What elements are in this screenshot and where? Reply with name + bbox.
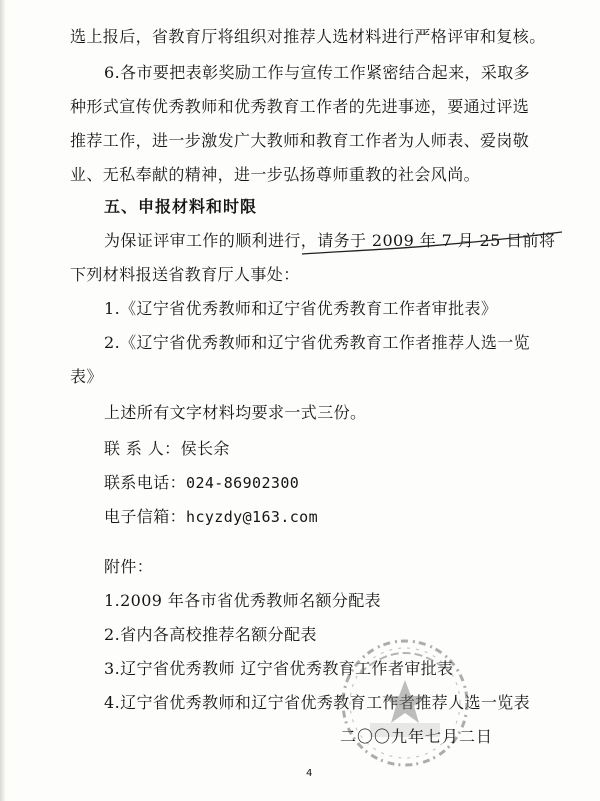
attachment-item-2: 2.省内各高校推荐名额分配表 [104, 625, 317, 644]
attachment-item-1: 1.2009 年各市省优秀教师名额分配表 [104, 591, 382, 610]
email-label: 电子信箱： [104, 507, 187, 526]
official-seal-stamp [330, 628, 480, 778]
text-line-3: 种形式宣传优秀教师和优秀教育工作者的先进事迹，要通过评选 [70, 97, 530, 116]
text-line-2: 6.各市要把表彰奖励工作与宣传工作紧密结合起来，采取多 [104, 63, 531, 82]
attachment-item-3: 3.辽宁省优秀教师 辽宁省优秀教育工作者审批表 [104, 659, 454, 678]
scan-edge-shadow [0, 0, 6, 801]
phone-row [104, 472, 299, 494]
contact-row [104, 438, 230, 460]
list-item-1: 1.《辽宁省优秀教师和辽宁省优秀教育工作者审批表》 [104, 299, 498, 318]
email-row [104, 506, 318, 528]
text-line-7: 下列材料报送省教育厅人事处： [70, 265, 300, 284]
list-item-2-part-1: 2.《辽宁省优秀教师和辽宁省优秀教育工作者推荐人选一览 [104, 333, 531, 352]
contact-name: 侯长余 [180, 439, 230, 458]
text-line-1: 选上报后，省教育厅将组织对推荐人选材料进行严格评审和复核。 [70, 27, 546, 46]
document-date: 二〇〇九年七月二日 [340, 727, 494, 746]
copies-note: 上述所有文字材料均要求一式三份。 [104, 403, 367, 422]
text-line-5: 业、无私奉献的精神，进一步弘扬尊师重教的社会风尚。 [70, 165, 481, 184]
list-item-2-part-2: 表》 [70, 367, 103, 386]
email-value: hcyzdy@163.com [186, 508, 319, 526]
contact-label: 联 系 人： [104, 439, 181, 458]
phone-value: 024-86902300 [186, 474, 300, 492]
phone-label: 联系电话： [104, 473, 187, 492]
attachment-item-4: 4.辽宁省优秀教师和辽宁省优秀教育工作者推荐人选一览表 [104, 693, 531, 712]
attachments-title: 附件： [104, 557, 154, 576]
text-line-6: 为保证评审工作的顺利进行，请务于 2009 年 7 月 25 日前将 [104, 231, 556, 250]
page-number: 4 [306, 768, 313, 779]
text-line-4: 推荐工作，进一步激发广大教师和教育工作者为人师表、爱岗敬 [70, 131, 530, 150]
section-heading-5: 五、申报材料和时限 [104, 197, 258, 216]
